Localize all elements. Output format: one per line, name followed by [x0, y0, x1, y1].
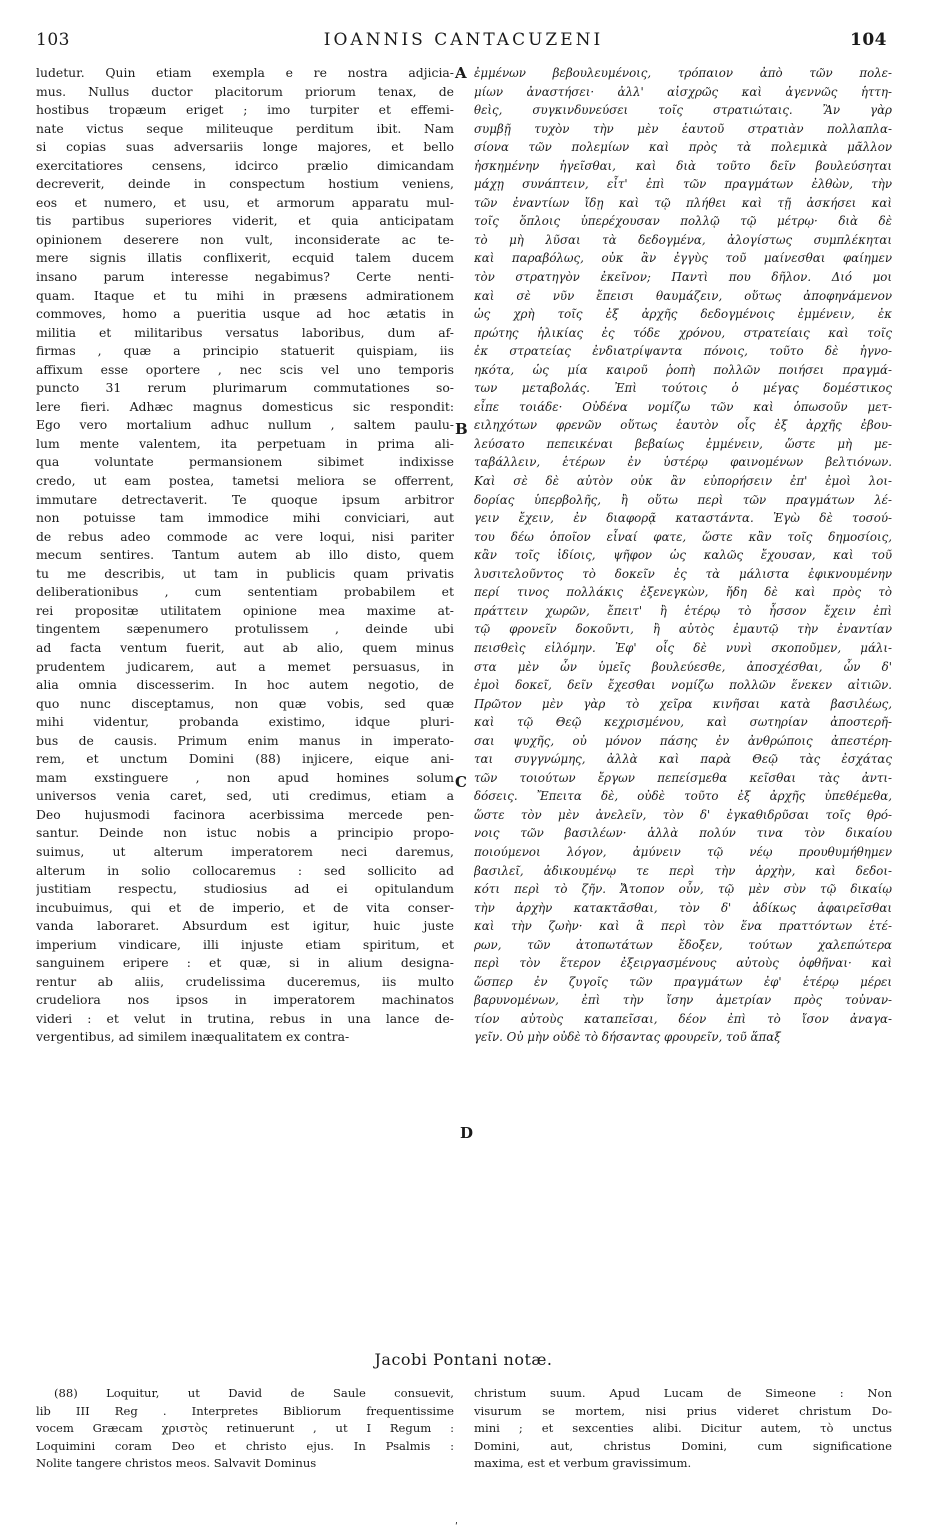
- greek-text-line: μίων ἀναστήσει· ἀλλ' αἰσχρῶς καὶ ἀγεννῶς ἡττη-: [474, 84, 892, 99]
- latin-text-line: prudentem judicarem, aut a memet persuasus, in: [36, 658, 454, 674]
- footnote-line: visurum se mortem, nisi prius videret christum Do-: [474, 1403, 892, 1418]
- latin-text-line: justitiam respectu, studiosius ad ei opitulandum: [36, 881, 454, 897]
- greek-text-line: πρώτης ἡλικίας ἐς τόδε χρόνου, στρατείαις καὶ τοῖς: [474, 325, 892, 340]
- greek-text-line: τοῖς ὅπλοις ὑπερέχουσαν πολλῷ τῷ μέτρῳ· διὰ δὲ: [474, 214, 892, 229]
- latin-text-line: tis partibus superiores viderit, et quia anticipatam: [36, 213, 454, 229]
- latin-text-line: tu me describis, ut tam in publicis quam privatis: [36, 565, 454, 581]
- latin-text-line: quam. Itaque et tu mihi in præsens admirationem: [36, 287, 454, 303]
- latin-text-line: rem, et unctum Domini (88) injicere, eique ani-: [36, 751, 454, 767]
- greek-text-line: ρων, τῶν ἀτοπωτάτων ἔδοξεν, τούτων χαλεπώτερα: [474, 937, 892, 952]
- greek-text-line: γειν ἔχειν, ἐν διαφορᾷ καταστάντα. Ἐγὼ δὲ τοσού-: [474, 511, 892, 526]
- latin-text-line: militia et militaribus versatus laboribus, dum af-: [36, 324, 454, 340]
- latin-text-line: quo nunc disceptamus, non quæ vobis, sed quæ: [36, 695, 454, 711]
- latin-text-line: non potuisse tam immodice mihi conviciari, aut: [36, 510, 454, 526]
- latin-text-line: incubuimus, qui et de imperio, et de vita conser-: [36, 899, 454, 915]
- latin-text-line: Deo hujusmodi facinora acerbissima mercede pen-: [36, 806, 454, 822]
- footnote-left-column: [36, 1385, 454, 1473]
- latin-column: [36, 64, 454, 1047]
- greek-text-line: ὥσπερ ἐν ζυγοῖς τῶν πραγμάτων ἐφ' ἑτέρῳ μέρει: [474, 974, 892, 989]
- greek-text-line: συμβῇ τυχὸν τὴν μὲν ἑαυτοῦ στρατιὰν πολλαπλα-: [474, 121, 892, 136]
- greek-text-line: βασιλεῖ, ἀδικουμένῳ τε περὶ τὴν ἀρχὴν, καὶ δεδοι-: [474, 863, 892, 878]
- latin-text-line: rei propositæ utilitatem opinione mea maxime at-: [36, 602, 454, 618]
- greek-text-line: πεισθεὶς εἱλόμην. Ἐφ' οἷς δὲ νυνὶ σκοποῦμεν, μάλι-: [474, 640, 892, 655]
- latin-text-line: imperium vindicare, illi injuste etiam spiritum, et: [36, 936, 454, 952]
- latin-text-line: opinionem deserere non vult, inconsiderate ac te-: [36, 231, 454, 247]
- margin-letter-c: C: [455, 773, 467, 791]
- greek-text-line: εἶπε τοιάδε· Οὐδένα νομίζω τῶν καὶ ὁπωσοῦν μετ-: [474, 399, 892, 414]
- greek-text-line: ὡς χρὴ τοῖς ἐξ ἀρχῆς δεδογμένοις ἐμμένειν, ἐκ: [474, 307, 892, 322]
- greek-text-line: τὸν στρατηγὸν ἐκεῖνον; Παντὶ που δῆλον. Διό μοι: [474, 270, 892, 285]
- greek-text-line: περὶ τὸν ἕτερον ἐξειργασμένους αὐτοὺς ὀφθῆναι· καὶ: [474, 956, 892, 971]
- greek-text-line: βαρυνομένων, ἐπὶ τὴν ἴσην ἀμετρίαν πρὸς τοὐναν-: [474, 993, 892, 1008]
- latin-text-line: decreverit, deinde in conspectum hostium veniens,: [36, 176, 454, 192]
- greek-text-line: θεὶς, συγκινδυνεύσει τοῖς στρατιώταις. Ἂν γὰρ: [474, 103, 892, 118]
- latin-text-line: commoves, homo a pueritia usque ad hoc ætatis in: [36, 306, 454, 322]
- greek-text-line: τῶν τοιούτων ἔργων πεπείσμεθα κεῖσθαι τὰς ἀντι-: [474, 770, 892, 785]
- margin-letter-b: B: [455, 420, 468, 438]
- greek-text-line: δορίας ὑπερβολῆς, ἢ οὕτω περὶ τῶν πραγμάτων λέ-: [474, 492, 892, 507]
- latin-text-line: exercitatiores censens, idcirco prælio dimicandam: [36, 157, 454, 173]
- latin-text-line: mihi videntur, probanda existimo, idque pluri-: [36, 714, 454, 730]
- greek-text-line: ἠσκημένην ἡγεῖσθαι, καὶ διὰ τοῦτο δεῖν βουλεύσηται: [474, 158, 892, 173]
- footnote-right-column: [474, 1385, 892, 1473]
- latin-text-line: universos venia caret, sed, uti credimus, etiam a: [36, 788, 454, 804]
- latin-text-line: mere signis illatis conflixerit, ecquid talem ducem: [36, 250, 454, 266]
- footnote-line: lib III Reg . Interpretes Bibliorum frequentissime: [36, 1403, 454, 1418]
- latin-text-line: vergentibus, ad similem inæqualitatem ex contra-: [36, 1029, 350, 1045]
- latin-text-line: affixum esse oportere , nec scis vel uno temporis: [36, 361, 454, 377]
- greek-text-line: τῷ φρονεῖν δοκοῦντι, ἢ αὐτὸς ἐμαυτῷ τὴν ἐναντίαν: [474, 622, 892, 637]
- latin-text-line: mecum sentires. Tantum autem ab illo disto, quem: [36, 547, 454, 563]
- greek-text-line: ὥστε τὸν μὲν ἀνελεῖν, τὸν δ' ἐγκαθιδρῦσαι τοῖς θρό-: [474, 807, 892, 822]
- greek-text-line: καὶ τὴν ζωὴν· καὶ ἃ περὶ τὸν ἕνα πραττόντων ἑτέ-: [474, 919, 892, 934]
- greek-text-line: ἐκ στρατείας ἐνδιατρίψαντα πόνοις, τοῦτο δὲ ἠγνο-: [474, 344, 892, 359]
- greek-text-line: ἐμοὶ δοκεῖ, δεῖν ἔχεσθαι νομίζω πολλῶν ἕνεκεν αἰτιῶν.: [474, 678, 892, 693]
- greek-text-line: λυσιτελοῦντος τὸ δοκεῖν ἐς τὰ μάλιστα ἐφικνουμένην: [474, 566, 892, 581]
- latin-text-line: sanguinem eripere : et quæ, si in alium designa-: [36, 955, 454, 971]
- latin-text-line: firmas , quæ a principio statuerit quispiam, iis: [36, 343, 454, 359]
- greek-text-line: ται συγγνώμης, ἀλλὰ καὶ παρὰ Θεῷ τὰς ἐσχάτας: [474, 752, 892, 767]
- footnote-line: christum suum. Apud Lucam de Simeone : Non: [474, 1386, 892, 1400]
- greek-text-line: τῶν ἐναντίων ἴδῃ καὶ τῷ πλήθει καὶ τῇ ἀσκήσει καὶ: [474, 195, 892, 210]
- greek-text-line: ποιούμενοι λόγον, ἀμύνειν τῷ νέῳ προυθυμήθημεν: [474, 844, 892, 859]
- greek-text-line: περί τινος πολλάκις ἐξενεγκὼν, ἤδη δὲ καὶ πρὸς τὸ: [474, 585, 892, 600]
- latin-text-line: credo, ut eam postea, tametsi meliora se offerrent,: [36, 473, 454, 489]
- latin-text-line: lere fieri. Adhæc magnus domesticus sic respondit:: [36, 398, 454, 414]
- latin-text-line: vanda laboraret. Absurdum est igitur, huic juste: [36, 918, 454, 934]
- page-number-right: 104: [850, 30, 887, 50]
- footnote-line: Loquimini coram Deo et christo ejus. In Psalmis :: [36, 1438, 454, 1453]
- latin-text-line: santur. Deinde non istuc nobis a principio propo-: [36, 825, 454, 841]
- latin-text-line: crudeliora nos ipsos in imperatorem machinatos: [36, 992, 454, 1008]
- latin-text-line: tingentem sæpenumero protulissem , deinde ubi: [36, 621, 454, 637]
- greek-text-line: Καὶ σὲ δὲ αὐτὸν οὐκ ἂν εὐπορήσειν ἐπ' ἐμοὶ λοι-: [474, 474, 892, 489]
- footnote-line: mini ; et sexcenties alibi. Dicitur autem, τὸ unctus: [474, 1421, 892, 1436]
- latin-text-line: ludetur. Quin etiam exempla e re nostra adjicia-: [36, 65, 454, 80]
- latin-text-line: deliberationibus , cum sententiam probabilem et: [36, 584, 454, 600]
- latin-text-line: puncto 31 rerum plurimarum commutationes so-: [36, 380, 454, 396]
- greek-text-line: ηκότα, ὡς μία καιροῦ ῥοπὴ πολλῶν ποιήσει πραγμά-: [474, 362, 892, 377]
- greek-text-line: Πρῶτον μὲν γὰρ τὸ χεῖρα κινῆσαι κατὰ βασιλέως,: [474, 696, 892, 711]
- margin-letter-a: A: [455, 64, 467, 82]
- greek-text-line: στα μὲν ὧν ὑμεῖς βουλεύεσθε, ἀποσχέσθαι, ὧν δ': [474, 659, 892, 674]
- greek-text-line: νοις τῶν βασιλέων· ἀλλὰ πολύν τινα τὸν δικαίου: [474, 826, 892, 841]
- latin-text-line: hostibus tropæum eriget ; imo turpiter et effemi-: [36, 102, 454, 118]
- latin-text-line: qua voluntate permansionem sibimet indixisse: [36, 454, 454, 470]
- page-number-left: 103: [36, 30, 70, 50]
- footnote-line: vocem Græcam χριστὸς retinuerunt , ut I Regum :: [36, 1421, 454, 1436]
- greek-text-line: κἂν τοῖς ἰδίοις, ψῆφον ὡς καλῶς ἔχουσαν, καὶ τοῦ: [474, 548, 892, 563]
- latin-text-line: alterum in solio collocaremus : sed sollicito ad: [36, 862, 454, 878]
- notes-title: Jacobi Pontani notæ.: [374, 1350, 553, 1369]
- greek-text-line: τίον αὐτοὺς καταπεῖσαι, δέον ἐπὶ τὸ ἴσον ἀναγα-: [474, 1011, 892, 1026]
- footnote-line: maxima, est et verbum gravissimum.: [474, 1456, 692, 1471]
- greek-text-line: σίονα τῶν πολεμίων καὶ πρὸς τὰ πολεμικὰ μᾶλλον: [474, 140, 892, 155]
- greek-text-line: ἐμμένων βεβουλευμένοις, τρόπαιον ἀπὸ τῶν πολε-: [474, 66, 892, 80]
- latin-text-line: bus de causis. Primum enim manus in imperato-: [36, 732, 454, 748]
- footnote-line: Domini, aut, christus Domini, cum significatione: [474, 1438, 892, 1453]
- greek-text-line: καὶ παραβόλως, οὐκ ἂν ἐγγὺς τοῦ μαίνεσθαι φαίημεν: [474, 251, 892, 266]
- greek-text-line: γεῖν. Οὐ μὴν οὐδὲ τὸ δήσαντας φρουρεῖν, τοῦ ἅπαξ: [474, 1030, 781, 1045]
- latin-text-line: lum mente valentem, ita perpetuam in prima ali-: [36, 435, 454, 451]
- greek-text-line: μάχῃ συνάπτειν, εἶτ' ἐπὶ τῶν πραγμάτων ἐλθὼν, τὴν: [474, 177, 892, 192]
- greek-column: [474, 64, 892, 1047]
- greek-text-line: του δέω ὁποῖον εἶναί φατε, ὥστε κἂν τοῖς δημοσίοις,: [474, 529, 892, 544]
- latin-text-line: suimus, ut alterum imperatorem neci daremus,: [36, 843, 454, 859]
- greek-text-line: κότι περὶ τὸ ζῆν. Ἄτοπον οὖν, τῷ μὲν σὺν τῷ δικαίῳ: [474, 882, 892, 897]
- greek-text-line: καὶ σὲ νῦν ἔπεισι θαυμάζειν, οὕτως ἀποφηνάμενον: [474, 288, 892, 303]
- latin-text-line: nate victus seque militeuque perditum ibit. Nam: [36, 120, 454, 136]
- latin-text-line: mam exstinguere , non apud homines solum: [36, 769, 454, 785]
- latin-text-line: videri : et velut in trutina, rebus in una lance de-: [36, 1010, 454, 1026]
- greek-text-line: ταβάλλειν, ἑτέρων ἐν ὑστέρῳ φαινομένων βελτιόνων.: [474, 455, 892, 470]
- greek-text-line: τὴν ἀρχὴν κατακτᾶσθαι, τὸν δ' ἀδίκως ἀφαιρεῖσθαι: [474, 900, 892, 915]
- latin-text-line: si copias suas adversariis longe majores, et bello: [36, 139, 454, 155]
- latin-text-line: alia omnia discesserim. In hoc autem negotio, de: [36, 677, 454, 693]
- latin-text-line: de rebus adeo commode ac vere loqui, nisi pariter: [36, 528, 454, 544]
- footnote-line: Nolite tangere christos meos. Salvavit Dominus: [36, 1456, 317, 1471]
- footer-mark: ʹ: [455, 1522, 458, 1533]
- latin-text-line: ad facta ventum fuerit, aut ab alio, quem minus: [36, 639, 454, 655]
- greek-text-line: πράττειν χωρῶν, ἔπειτ' ἢ ἑτέρῳ τὸ ἧσσον ἔχειν ἐπὶ: [474, 603, 892, 618]
- footnote-line: (88) Loquitur, ut David de Saule consuevit,: [54, 1386, 454, 1400]
- greek-text-line: λεύσατο πεπεικέναι βεβαίως ἐμμένειν, ὥστε μὴ με-: [474, 436, 892, 451]
- latin-text-line: rentur ab aliis, crudelissima duceremus, iis multo: [36, 973, 454, 989]
- running-title: IOANNIS CANTACUZENI: [323, 30, 604, 50]
- greek-text-line: καὶ τῷ Θεῷ κεχρισμένου, καὶ σωτηρίαν ἀποστερῆ-: [474, 715, 892, 730]
- greek-text-line: των μεταβολάς. Ἐπὶ τούτοις ὁ μέγας δομέστικος: [474, 381, 892, 396]
- greek-text-line: τὸ μὴ λῦσαι τὰ δεδογμένα, ἀλογίστως συμπλέκηται: [474, 232, 892, 247]
- latin-text-line: eos et numero, et usu, et armorum apparatu mul-: [36, 194, 454, 210]
- latin-text-line: Ego vero mortalium adhuc nullum , saltem paulu-: [36, 417, 454, 433]
- latin-text-line: immutare detrectaverit. Te quoque ipsum arbitror: [36, 491, 454, 507]
- greek-text-line: ειληχότων φρενῶν οὕτως ἑαυτὸν οἷς ἐξ ἀρχῆς ἐβου-: [474, 418, 892, 433]
- latin-text-line: mus. Nullus ductor placitorum priorum tenax, de: [36, 83, 454, 99]
- greek-text-line: δόσεις. Ἔπειτα δὲ, οὐδὲ τοῦτο ἐξ ἀρχῆς ὑπεθέμεθα,: [474, 789, 892, 804]
- greek-text-line: σαι ψυχῆς, οὐ μόνον πάσης ἐν ἀνθρώποις ἀπεστέρη-: [474, 733, 892, 748]
- latin-text-line: insano parum interesse negabimus? Certe nenti-: [36, 269, 454, 285]
- margin-letter-d: D: [460, 1124, 474, 1142]
